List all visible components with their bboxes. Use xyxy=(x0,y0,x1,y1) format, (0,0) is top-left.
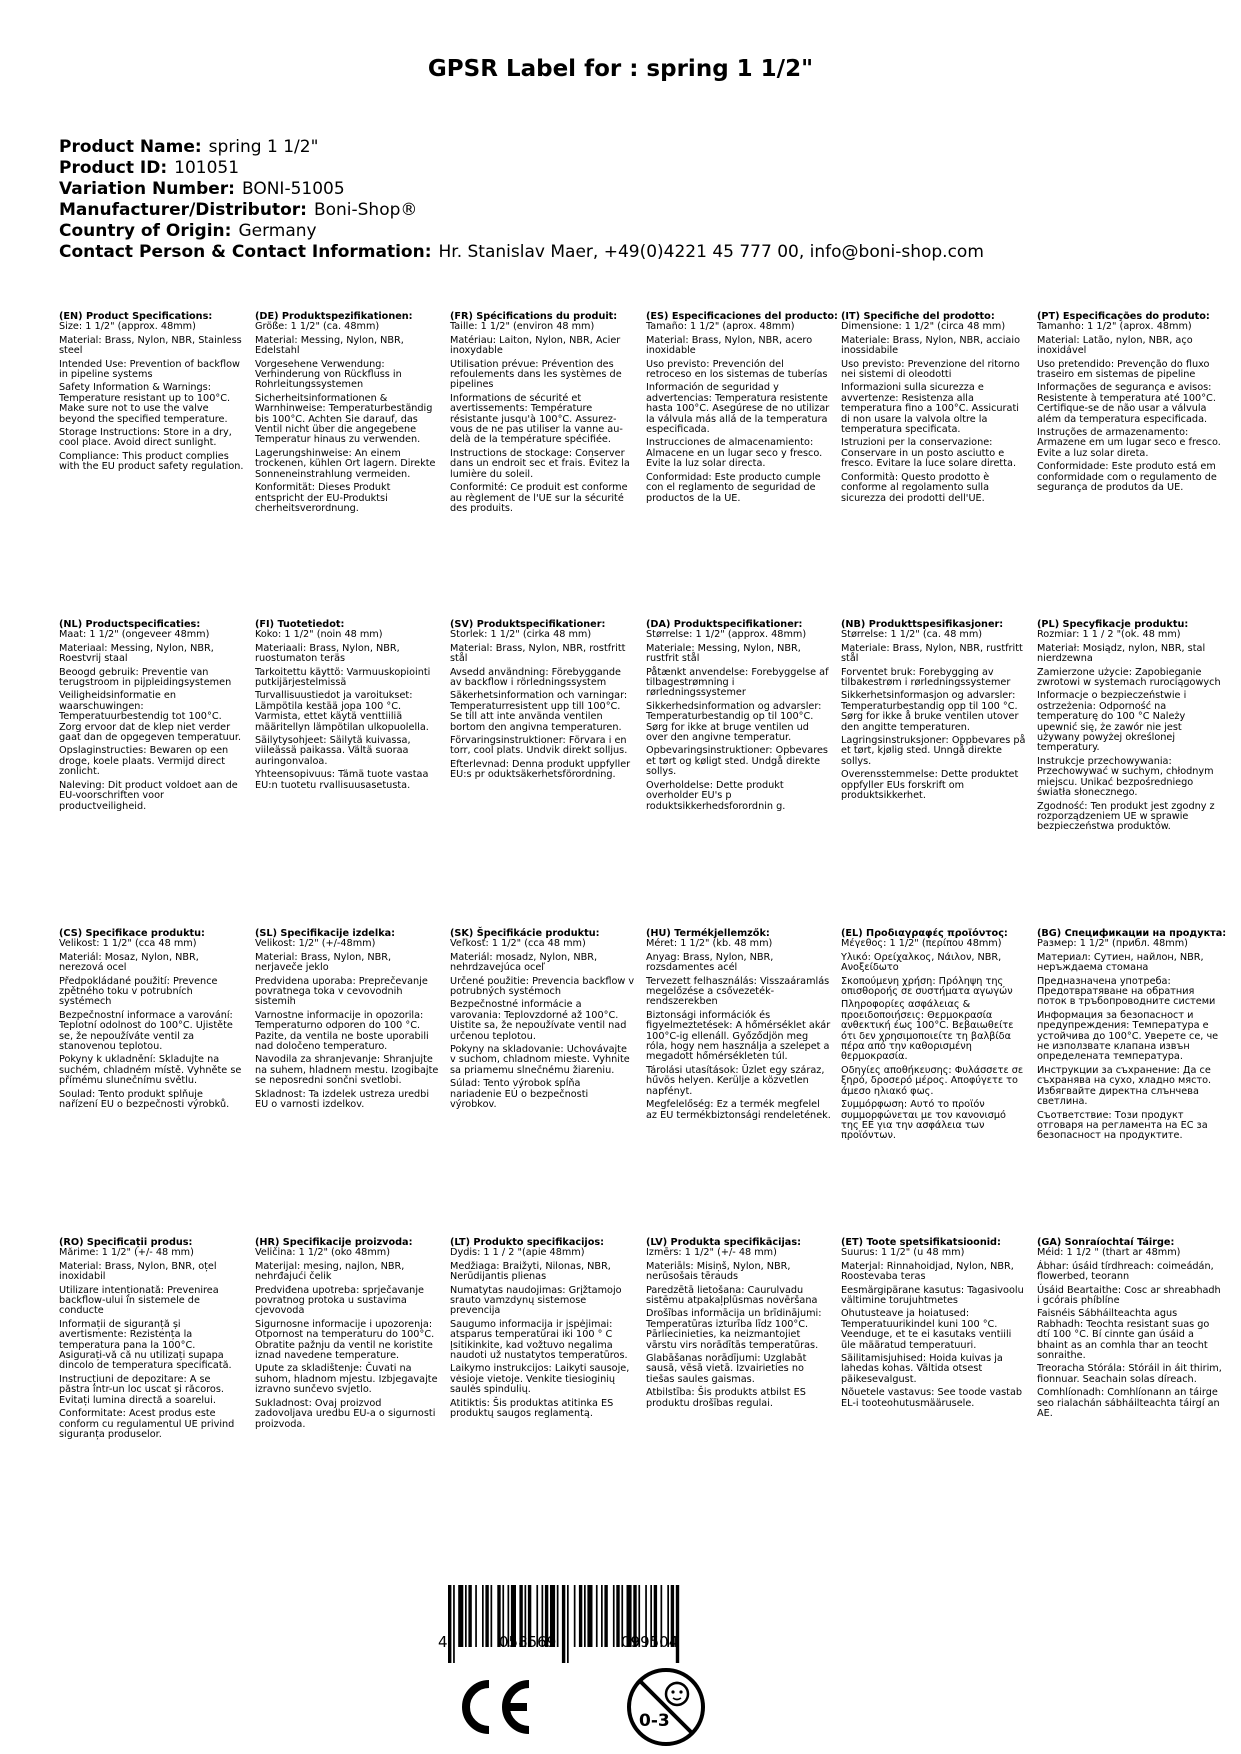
spec-paragraph: Πληροφορίες ασφάλειας & προειδοποιήσεις: Θερμοκρασία ανθεκτική έως 100°C. Βεβαιωθείτε ότι δεν χρησιμοποιείτε τη βαλβίδα πέρα από την καθορισμένη θερμοκρασία. xyxy=(841,999,1014,1063)
product-name-row xyxy=(59,137,984,158)
product-name-label: Product Name: xyxy=(59,137,202,157)
spec-paragraph: Storlek: 1 1/2" (cirka 48 mm) xyxy=(450,629,592,641)
barcode-bar xyxy=(584,1585,586,1647)
spec-paragraph: Conformidad: Este producto cumple con el reglamento de seguridad de productos de la UE. xyxy=(646,471,821,504)
spec-paragraph: Paredzētā lietošana: Caurulvadu sistēmu atpakaļplūsmas novēršana xyxy=(646,1284,818,1307)
spec-paragraph: Megfelelőség: Ez a termék megfelel az EU termékbiztonsági rendeletének. xyxy=(646,1099,831,1121)
spec-paragraph: Bezpečnostní informace a varování: Teplotní odolnost do 100°C. Ujistěte se, že nepoužíváte ventil za stanovenou teplotou. xyxy=(59,1009,233,1053)
spec-paragraph: Upute za skladištenje: Čuvati na suhom, hladnom mjestu. Izbjegavajte izravno sunčevo svjetlo. xyxy=(255,1363,438,1396)
spec-paragraph: Materiale: Messing, Nylon, NBR, rustfrit stål xyxy=(646,642,801,665)
spec-paragraph: Zamierzone użycie: Zapobieganie zwrotowi w systemach rurociągowych xyxy=(1037,666,1221,689)
spec-paragraph: Instrukcje przechowywania: Przechowywać w suchym, chłodnym miejscu. Unikać bezpośredniego światła słonecznego. xyxy=(1037,755,1214,799)
spec-paragraph: Uso previsto: Prevención del retroceso en los sistemas de tuberías xyxy=(646,358,828,381)
barcode-bar xyxy=(601,1585,603,1647)
spec-paragraph: Uso previsto: Prevenzione del ritorno nei sistemi di oleodotti xyxy=(841,358,1020,381)
spec-paragraph: Material: Brass, Nylon, NBR, Stainless steel xyxy=(59,334,242,357)
product-name-value: spring 1 1/2" xyxy=(208,137,319,157)
spec-paragraph: Σκοπούμενη χρήση: Πρόληψη της οπισθοροής σε συστήματα αγωγών xyxy=(841,975,1013,998)
age-warning-icon xyxy=(625,1666,707,1748)
spec-paragraph: Drošības informācija un brīdinājumi: Temperatūras izturība līdz 100°C. Pārliecinieties, ka neizmantojiet vārstu virs norādītās temperatūras. xyxy=(646,1308,822,1351)
spec-paragraph: Izmērs: 1 1/2" (+/- 48 mm) xyxy=(646,1247,777,1259)
spec-paragraph: Předpokládané použití: Prevence zpětného toku v potrubních systémech xyxy=(59,975,218,1008)
spec-paragraph: Overensstemmelse: Dette produktet oppfyller EUs forskrift om produktsikkerhet. xyxy=(841,769,1019,802)
spec-paragraph: Säilitamisjuhised: Hoida kuivas ja lahedas kohas. Vältida otsest päikesevalgust. xyxy=(841,1353,1003,1385)
spec-header: (NB) Produkttspesifikasjoner: xyxy=(841,619,1004,630)
spec-paragraph: Pokyny na skladovanie: Uchovávajte v suchom, chladnom mieste. Vyhnite sa priamemu slnečnému žiareniu. xyxy=(450,1044,630,1076)
spec-paragraph: Opslaginstructies: Bewaren op een droge, koele plaats. Vermijd direct zonlicht. xyxy=(59,745,229,778)
spec-paragraph: Rozmiar: 1 1 / 2 "(ok. 48 mm) xyxy=(1037,629,1181,641)
spec-paragraph: Størrelse: 1 1/2" (approx. 48mm) xyxy=(646,629,807,641)
spec-paragraph: Méret: 1 1/2" (kb. 48 mm) xyxy=(646,938,773,950)
spec-paragraph: Atitiktis: Šis produktas atitinka ES produktų saugos reglamentą. xyxy=(450,1397,614,1420)
barcode-bar xyxy=(613,1585,615,1647)
barcode-bar xyxy=(453,1585,455,1663)
spec-paragraph: Συμμόρφωση: Αυτό το προϊόν συμμορφώνεται με τον κανονισμό της ΕΕ για την ασφάλεια των προϊόντων. xyxy=(841,1099,1006,1142)
manufacturer-value: Boni-Shop® xyxy=(313,200,418,220)
spec-block xyxy=(646,620,831,815)
contact-value: Hr. Stanislav Maer, +49(0)4221 45 777 00, info@boni-shop.com xyxy=(438,242,984,262)
spec-paragraph: Υλικό: Ορείχαλκος, Νάιλον, NBR, Ανοξείδωτο xyxy=(841,951,1002,974)
barcode-digit-prefix: 4 xyxy=(438,1633,448,1651)
spec-paragraph: Storage Instructions: Store in a dry, cool place. Avoid direct sunlight. xyxy=(59,427,232,449)
spec-paragraph: Materijal: mesing, najlon, NBR, nehrđajući čelik xyxy=(255,1260,405,1283)
spec-header: (NL) Productspecificaties: xyxy=(59,619,201,630)
barcode-bar xyxy=(557,1585,559,1647)
spec-paragraph: Størrelse: 1 1/2" (ca. 48 mm) xyxy=(841,629,983,641)
spec-paragraph: Anyag: Brass, Nylon, NBR, rozsdamentes acél xyxy=(646,951,774,974)
spec-paragraph: Skladnost: Ta izdelek ustreza uredbi EU o varnosti izdelkov. xyxy=(255,1088,430,1111)
spec-paragraph: Tamaño: 1 1/2" (aprox. 48mm) xyxy=(646,321,795,333)
product-info xyxy=(59,137,984,263)
spec-paragraph: Materiale: Brass, Nylon, NBR, rustfritt stål xyxy=(841,642,1023,665)
spec-paragraph: Medžiaga: Braižyti, Nilonas, NBR, Nerūdijantis plienas xyxy=(450,1260,611,1283)
spec-paragraph: Turvallisuustiedot ja varoitukset: Lämpötila kestää jopa 100 °C. Varmista, ettet käytä venttiiliä määritellyn lämpötilan ulkopuolella. xyxy=(255,690,429,733)
page-title: GPSR Label for : spring 1 1/2" xyxy=(427,56,814,82)
country-value: Germany xyxy=(238,221,317,241)
spec-paragraph: Mărime: 1 1/2" (+/- 48 mm) xyxy=(59,1247,194,1259)
spec-paragraph: Οδηγίες αποθήκευσης: Φυλάσσετε σε ξηρό, δροσερό μέρος. Αποφύγετε το άμεσο ηλιακό φως. xyxy=(841,1064,1024,1097)
spec-block xyxy=(255,929,440,1114)
spec-paragraph: Súlad: Tento výrobok spĺňa nariadenie EÚ o bezpečnosti výrobkov. xyxy=(450,1078,589,1111)
spec-paragraph: Opbevaringsinstruktioner: Opbevares et tørt og køligt sted. Undgå direkte sollys. xyxy=(646,745,828,778)
spec-header: (PL) Specyfikacje produktu: xyxy=(1037,619,1189,630)
spec-paragraph: Veľkosť: 1 1/2" (cca 48 mm) xyxy=(450,938,586,950)
spec-paragraph: Forventet bruk: Forebygging av tilbakestrøm i rørledningssystemer xyxy=(841,666,1011,689)
spec-paragraph: Ábhar: úsáid tírdhreach: coimeádán, flowerbed, teorann xyxy=(1037,1260,1214,1283)
spec-block xyxy=(255,312,440,517)
spec-block xyxy=(1037,312,1222,497)
spec-paragraph: Lagringsinstruksjoner: Oppbevares på et tørt, kjølig sted. Unngå direkte sollys. xyxy=(841,735,1026,767)
spec-paragraph: Compliance: This product complies with the EU product safety regulation. xyxy=(59,450,244,473)
spec-paragraph: Utilisation prévue: Prévention des refoulements dans les systèmes de pipelines xyxy=(450,358,622,391)
spec-block xyxy=(1037,1238,1222,1423)
spec-paragraph: Sikkerhedsinformation og advarsler: Temperaturbestandig op til 100°C. Sørg for ikke at bruge ventilen ud over den angivne temperatur. xyxy=(646,700,822,744)
spec-header: (LT) Produkto specifikacijos: xyxy=(450,1237,605,1248)
barcode-bar xyxy=(567,1585,569,1663)
spec-paragraph: Materjal: Rinnahoidjad, Nylon, NBR, Roostevaba teras xyxy=(841,1260,1014,1283)
spec-paragraph: Biztonsági információk és figyelmeztetések: A hőmérséklet akár 100°C-ig ellenáll. Győződjön meg róla, hogy nem használja a szelepet a megadott hőmérsékleten túl. xyxy=(646,1009,831,1063)
spec-paragraph: Instruções de armazenamento: Armazene em um lugar seco e fresco. Evite a luz solar direta. xyxy=(1037,427,1221,459)
spec-block xyxy=(841,312,1026,507)
barcode-bar xyxy=(587,1585,592,1647)
spec-paragraph: Informazioni sulla sicurezza e avvertenze: Resistenza alla temperatura fino a 100°C. Assicurati di non usare la valvola oltre la temperatura specificata. xyxy=(841,382,1019,436)
manufacturer-label: Manufacturer/Distributor: xyxy=(59,200,307,220)
spec-header: (PT) Especificações do produto: xyxy=(1037,311,1210,322)
spec-block xyxy=(646,311,838,507)
spec-paragraph: Méid: 1 1/2 " (thart ar 48mm) xyxy=(1037,1247,1181,1259)
spec-paragraph: Conformité: Ce produit est conforme au règlement de l'UE sur la sécurité des produits. xyxy=(450,482,628,514)
spec-paragraph: Safety Information & Warnings: Temperature resistant up to 100°C. Make sure not to use the valve beyond the specified temperature. xyxy=(59,382,231,425)
spec-block xyxy=(1037,928,1227,1145)
barcode-bar xyxy=(468,1585,471,1647)
spec-paragraph: Materiaali: Brass, Nylon, NBR, ruostumaton teräs xyxy=(255,642,400,665)
spec-paragraph: Size: 1 1/2" (approx. 48mm) xyxy=(59,321,196,333)
spec-header: (ES) Especificaciones del producto: xyxy=(646,311,838,322)
spec-paragraph: Förvaringsinstruktioner: Förvara i en torr, cool plats. Undvik direkt solljus. xyxy=(450,735,628,757)
barcode-bar xyxy=(475,1585,477,1647)
product-id-label: Product ID: xyxy=(59,158,168,178)
barcode-bar xyxy=(491,1585,493,1647)
spec-paragraph: Μέγεθος: 1 1/2" (περίπου 48mm) xyxy=(841,938,1002,950)
spec-block xyxy=(841,620,1026,805)
spec-paragraph: Naleving: Dit product voldoet aan de EU-voorschriften voor productveiligheid. xyxy=(59,779,238,812)
spec-paragraph: Conformitate: Acest produs este conform cu regulamentul UE privind siguranța produselor. xyxy=(59,1408,235,1440)
spec-header: (SV) Produktspecifikationer: xyxy=(450,619,606,630)
spec-paragraph: Material: Brass, Nylon, NBR, nerjaveče jeklo xyxy=(255,951,392,974)
spec-paragraph: Conformidade: Este produto está em conformidade com o regulamento de segurança de produtos da UE. xyxy=(1037,461,1217,494)
spec-paragraph: Säkerhetsinformation och varningar: Temperaturresistent upp till 100°C. Se till att inte använda ventilen bortom den angivna temperaturen. xyxy=(450,690,628,733)
spec-paragraph: Velikost: 1/2" (+/-48mm) xyxy=(255,938,376,950)
spec-header: (GA) Sonraíochtaí Táirge: xyxy=(1037,1237,1175,1248)
spec-paragraph: Veličina: 1 1/2" (oko 48mm) xyxy=(255,1247,390,1259)
spec-paragraph: Instructions de stockage: Conserver dans un endroit sec et frais. Évitez la lumière du soleil. xyxy=(450,447,630,480)
spec-header: (LV) Produkta specifikācijas: xyxy=(646,1237,801,1248)
spec-paragraph: Materiál: Mosaz, Nylon, NBR, nerezová ocel xyxy=(59,951,199,974)
spec-paragraph: Tamanho: 1 1/2" (aprox. 48mm) xyxy=(1037,321,1192,333)
spec-paragraph: Saugumo informacija ir įspėjimai: atsparus temperatūrai iki 100 ° C Įsitikinkite, kad vožtuvo negalima naudoti už nustatytos temperatūros. xyxy=(450,1318,628,1362)
spec-header: (EN) Product Specifications: xyxy=(59,311,213,322)
spec-block xyxy=(646,1238,831,1412)
spec-block xyxy=(646,929,831,1124)
spec-paragraph: Zgodność: Ten produkt jest zgodny z rozporządzeniem UE w sprawie bezpieczeństwa produktów. xyxy=(1037,800,1215,833)
spec-paragraph: Materiāls: Misiņš, Nylon, NBR, nerūsošais tērauds xyxy=(646,1260,791,1283)
spec-paragraph: Veiligheidsinformatie en waarschuwingen: Temperatuurbestendig tot 100°C. Zorg ervoor dat de klep niet verder gaat dan de opgegeven temperatuur. xyxy=(59,690,242,744)
spec-header: (ET) Toote spetsifikatsioonid: xyxy=(841,1237,1001,1248)
spec-paragraph: Faisnéis Sábháilteachta agus Rabhadh: Teochta resistant suas go dtí 100 °C. Bí cinnte gan úsáid a bhaint as an comhla thar an teocht sonraithe. xyxy=(1037,1308,1210,1362)
spec-paragraph: Tarkoitettu käyttö: Varmuuskopiointi putkijärjestelmissä xyxy=(255,666,431,689)
barcode-bar xyxy=(596,1585,598,1647)
spec-block xyxy=(1037,620,1222,836)
spec-block xyxy=(59,1238,244,1443)
age-warning-text: 0-3 xyxy=(639,1711,670,1731)
spec-header: (DA) Produktspecifikationer: xyxy=(646,619,803,630)
spec-paragraph: Materiál: mosadz, Nylon, NBR, nehrdzavejúca oceľ xyxy=(450,951,598,974)
barcode-bar xyxy=(482,1585,484,1647)
spec-block xyxy=(59,312,244,476)
spec-paragraph: Lagerungshinweise: An einem trockenen, kühlen Ort lagern. Direkte Sonneneinstrahlung vermeiden. xyxy=(255,447,436,480)
spec-paragraph: Informacje o bezpieczeństwie i ostrzeżenia: Odporność na temperaturę do 100 °C Należy upewnić się, że zawór nie jest używany powyżej określonej temperatury. xyxy=(1037,690,1187,754)
spec-paragraph: Informații de siguranță și avertismente: Rezistența la temperatura pana la 100°C. Asigurați-vă că nu utilizați supapa dincolo de temperatura specificată. xyxy=(59,1318,232,1372)
manufacturer-row xyxy=(59,200,984,221)
spec-paragraph: Koko: 1 1/2" (noin 48 mm) xyxy=(255,629,383,641)
spec-paragraph: Navodila za shranjevanje: Shranjujte na suhem, hladnem mestu. Izogibajte se neposredni sončni svetlobi. xyxy=(255,1054,439,1087)
spec-block xyxy=(59,929,244,1114)
spec-header: (SL) Specifikacije izdelka: xyxy=(255,928,396,939)
spec-paragraph: Eesmärgipärane kasutus: Tagasivoolu vältimine torujuhtmetes xyxy=(841,1284,1024,1307)
barcode-digits-right: 099504 xyxy=(621,1633,679,1651)
spec-paragraph: Säilytysohjeet: Säilytä kuivassa, viileässä paikassa. Vältä suoraa auringonvaloa. xyxy=(255,735,411,767)
spec-paragraph: Glabāšanas norādījumi: Uzglabāt sausā, vēsā vietā. Izvairieties no tiešas saules gaismas. xyxy=(646,1353,807,1385)
barcode-bar xyxy=(458,1585,463,1647)
ce-mark-icon xyxy=(455,1678,535,1736)
spec-header: (CS) Specifikace produktu: xyxy=(59,928,205,939)
spec-paragraph: Utilizare intenționată: Prevenirea backflow-ului în sistemele de conducte xyxy=(59,1284,219,1317)
spec-paragraph: Sikkerhetsinformasjon og advarsler: Temperaturbestandig opp til 100 °C. Sørg for ikke å bruke ventilen utover den angitte temperaturen. xyxy=(841,690,1019,733)
spec-paragraph: Atbilstība: Šis produkts atbilst ES produktu drošības regulai. xyxy=(646,1387,806,1409)
variation-number-label: Variation Number: xyxy=(59,179,235,199)
spec-paragraph: Intended Use: Prevention of backflow in pipeline systems xyxy=(59,358,240,381)
country-row xyxy=(59,221,984,242)
spec-paragraph: Material: Brass, Nylon, NBR, rostfritt stål xyxy=(450,642,626,665)
spec-paragraph: Treoracha Stórála: Stóráil in áit thirim, fionnuar. Seachain solas díreach. xyxy=(1037,1363,1222,1385)
spec-header: (HR) Specifikacije proizvoda: xyxy=(255,1237,413,1248)
spec-paragraph: Conformità: Questo prodotto è conforme al regolamento sulla sicurezza dei prodotti dell'UE. xyxy=(841,471,990,504)
spec-block xyxy=(841,929,1026,1145)
spec-header: (HU) Termékjellemzők: xyxy=(646,928,770,939)
spec-header: (FR) Spécifications du produit: xyxy=(450,311,618,322)
spec-paragraph: Materiale: Brass, Nylon, NBR, acciaio inossidabile xyxy=(841,334,1020,357)
spec-paragraph: Материал: Сутиен, найлон, NBR, неръждаема стомана xyxy=(1037,951,1204,974)
spec-block xyxy=(255,620,440,794)
barcode-bars xyxy=(438,1585,748,1665)
spec-paragraph: Tervezett felhasználás: Visszaáramlás megelőzése a csővezeték-rendszerekben xyxy=(646,975,830,1008)
barcode-bar xyxy=(574,1585,576,1647)
spec-paragraph: Съответствие: Този продукт отговаря на регламента на ЕС за безопасност на продуктите. xyxy=(1037,1109,1208,1142)
spec-paragraph: Laikymo instrukcijos: Laikyti sausoje, vėsioje vietoje. Venkite tiesioginių saulės spindulių. xyxy=(450,1363,630,1396)
spec-paragraph: Bezpečnostné informácie a varovania: Teplovzdorné až 100°C. Uistite sa, že nepoužívate ventil nad určenou teplotou. xyxy=(450,999,627,1042)
spec-paragraph: Größe: 1 1/2" (ca. 48mm) xyxy=(255,321,380,333)
spec-paragraph: Material: Brass, Nylon, BNR, oțel inoxidabil xyxy=(59,1260,217,1283)
spec-block xyxy=(450,312,635,517)
spec-block xyxy=(450,620,635,784)
spec-header: (BG) Спецификации на продукта: xyxy=(1037,928,1227,939)
spec-header: (DE) Produktspezifikationen: xyxy=(255,311,413,322)
spec-header: (RO) Specificații produs: xyxy=(59,1237,193,1248)
spec-paragraph: Uso pretendido: Prevenção do fluxo traseiro em sistemas de pipeline xyxy=(1037,358,1210,381)
spec-paragraph: Informations de sécurité et avertissements: Température résistante jusqu'à 100°C. Assurez-vous de ne pas utiliser la vanne au-delà de la température spécifiée. xyxy=(450,392,623,446)
spec-paragraph: Materiaal: Messing, Nylon, NBR, Roestvrij staal xyxy=(59,642,214,665)
spec-paragraph: Påtænkt anvendelse: Forebyggelse af tilbagestrømning i rørledningssystemer xyxy=(646,666,829,699)
spec-paragraph: Dimensione: 1 1/2" (circa 48 mm) xyxy=(841,321,1006,333)
spec-paragraph: Sigurnosne informacije i upozorenja: Otpornost na temperaturu do 100°C. Obratite pažnju da ventil ne koristite iznad navedene temperature. xyxy=(255,1318,435,1362)
spec-header: (IT) Specifiche del prodotto: xyxy=(841,311,995,322)
spec-paragraph: Konformität: Dieses Produkt entspricht der EU-Produktsi cherheitsverordnung. xyxy=(255,482,391,514)
spec-paragraph: Размер: 1 1/2" (прибл. 48mm) xyxy=(1037,938,1188,950)
spec-paragraph: Vorgesehene Verwendung: Verhinderung von Rückfluss in Rohrleitungssystemen xyxy=(255,358,402,391)
barcode-bar xyxy=(579,1585,582,1647)
product-id-row xyxy=(59,158,984,179)
barcode-bar xyxy=(676,1585,679,1663)
spec-paragraph: Предназначена употреба: Предотвратяване на обратния поток в тръбопроводните системи xyxy=(1037,975,1216,1008)
barcode-bar xyxy=(485,1585,488,1647)
spec-paragraph: Instrucciones de almacenamiento: Almacene en un lugar seco y fresco. Evite la luz solar directa. xyxy=(646,437,823,470)
barcode-digits-left: 058569 xyxy=(499,1633,557,1651)
variation-number-value: BONI-51005 xyxy=(241,179,345,199)
spec-paragraph: Инструкции за съхранение: Да се съхранява на сухо, хладно място. Избягвайте директна слънчева светлина. xyxy=(1037,1064,1212,1108)
spec-paragraph: Pokyny k ukladnění: Skladujte na suchém, chladném místě. Vyhněte se přímému slunečnímu světlu. xyxy=(59,1054,242,1087)
spec-paragraph: Soulad: Tento produkt splňuje nařízení EU o bezpečnosti výrobků. xyxy=(59,1088,230,1111)
spec-header: (EL) Προδιαγραφές προϊόντος: xyxy=(841,928,1008,939)
barcode xyxy=(438,1585,748,1665)
country-label: Country of Origin: xyxy=(59,221,232,241)
spec-paragraph: Sicherheitsinformationen & Warnhinweise: Temperaturbeständig bis 100°C. Achten Sie darauf, das Ventil nicht über die angegebene Temperatur hinaus zu verwenden. xyxy=(255,392,433,446)
spec-header: (FI) Tuotetiedot: xyxy=(255,619,345,630)
spec-paragraph: Istruzioni per la conservazione: Conservare in un posto asciutto e fresco. Evitare la luce solare diretta. xyxy=(841,437,1017,470)
spec-paragraph: Predviđena upotreba: sprječavanje povratnog protoka u sustavima cjevovoda xyxy=(255,1284,424,1317)
spec-paragraph: Maat: 1 1/2" (ongeveer 48mm) xyxy=(59,629,210,641)
spec-paragraph: Určené použitie: Prevencia backflow v potrubných systémoch xyxy=(450,975,635,998)
spec-paragraph: Tárolási utasítások: Üzlet egy száraz, hűvös helyen. Kerülje a közvetlen napfényt. xyxy=(646,1064,825,1097)
spec-paragraph: Informações de segurança e avisos: Resistente à temperatura até 100°C. Certifique-se de não usar a válvula além da temperatura especificada. xyxy=(1037,382,1216,425)
barcode-bar xyxy=(616,1585,619,1647)
spec-paragraph: Avsedd användning: Förebyggande av backflow i rörledningssystem xyxy=(450,666,621,689)
spec-block xyxy=(841,1238,1026,1412)
spec-paragraph: Efterlevnad: Denna produkt uppfyller EU:s pr oduktsäkerhetsförordning. xyxy=(450,758,631,781)
spec-paragraph: Materiał: Mosiądz, nylon, NBR, stal nierdzewna xyxy=(1037,642,1206,665)
spec-paragraph: Material: Messing, Nylon, NBR, Edelstahl xyxy=(255,334,404,357)
spec-paragraph: Material: Latão, nylon, NBR, aço inoxidável xyxy=(1037,334,1193,357)
spec-paragraph: Nõuetele vastavus: See toode vastab EL-i tooteohutusmäärusele. xyxy=(841,1387,1023,1409)
spec-block xyxy=(59,620,244,815)
spec-paragraph: Matériau: Laiton, Nylon, NBR, Acier inoxydable xyxy=(450,334,621,357)
spec-paragraph: Úsáid Beartaithe: Cosc ar shreabhadh i gcórais phíblíne xyxy=(1037,1284,1221,1307)
barcode-bar xyxy=(448,1585,451,1663)
spec-paragraph: Numatytas naudojimas: Grįžtamojo srauto vamzdynų sistemose prevencija xyxy=(450,1284,622,1317)
spec-paragraph: Comhlíonadh: Comhlíonann an táirge seo rialachán sábháilteachta táirgí an AE. xyxy=(1037,1387,1220,1420)
barcode-bar xyxy=(562,1585,565,1663)
variation-number-row xyxy=(59,179,984,200)
spec-paragraph: Instrucțiuni de depozitare: A se păstra într-un loc uscat și răcoros. Evitați lumina directă a soarelui. xyxy=(59,1373,224,1406)
contact-row xyxy=(59,242,984,263)
spec-paragraph: Yhteensopivuus: Tämä tuote vastaa EU:n tuotetu rvallisuusasetusta. xyxy=(255,769,429,791)
spec-paragraph: Velikost: 1 1/2" (cca 48 mm) xyxy=(59,938,197,950)
spec-paragraph: Suurus: 1 1/2" (u 48 mm) xyxy=(841,1247,965,1259)
spec-block xyxy=(255,1238,440,1433)
spec-paragraph: Taille: 1 1/2" (environ 48 mm) xyxy=(450,321,595,333)
spec-paragraph: Información de seguridad y advertencias: Temperatura resistente hasta 100°C. Asegúrese de no utilizar la válvula más allá de la temperatura especificada. xyxy=(646,382,830,436)
spec-paragraph: Информация за безопасност и предупреждения: Температура е устойчива до 100°C. Уверете се, че не използвате клапана извън определената температура. xyxy=(1037,1009,1219,1063)
product-id-value: 101051 xyxy=(174,158,240,178)
spec-paragraph: Predvidena uporaba: Preprečevanje povratnega toka v cevovodnih sistemih xyxy=(255,975,428,1008)
spec-paragraph: Dydis: 1 1 / 2 "(apie 48mm) xyxy=(450,1247,585,1259)
spec-paragraph: Varnostne informacije in opozorila: Temperaturno odporen do 100 °C. Pazite, da ventila ne boste uporabili nad določeno temperaturo. xyxy=(255,1009,429,1053)
spec-header: (SK) Špecifikácie produktu: xyxy=(450,928,600,939)
spec-block xyxy=(450,929,635,1114)
spec-paragraph: Ohutusteave ja hoiatused: Temperatuurikindel kuni 100 °C. Veenduge, et te ei kasutaks ventiili üle määratud temperatuuri. xyxy=(841,1308,1012,1351)
barcode-bar xyxy=(465,1585,467,1647)
spec-paragraph: Sukladnost: Ovaj proizvod zadovoljava uredbu EU-a o sigurnosti proizvoda. xyxy=(255,1397,436,1430)
spec-block xyxy=(450,1238,635,1423)
spec-paragraph: Material: Brass, Nylon, NBR, acero inoxidable xyxy=(646,334,813,357)
barcode-bar xyxy=(604,1585,607,1647)
spec-paragraph: Beoogd gebruik: Preventie van terugstroom in pijpleidingsystemen xyxy=(59,666,232,689)
contact-label: Contact Person & Contact Information: xyxy=(59,242,432,262)
spec-paragraph: Overholdelse: Dette produkt overholder EU's p roduktsikkerhedsforordnin g. xyxy=(646,779,786,812)
